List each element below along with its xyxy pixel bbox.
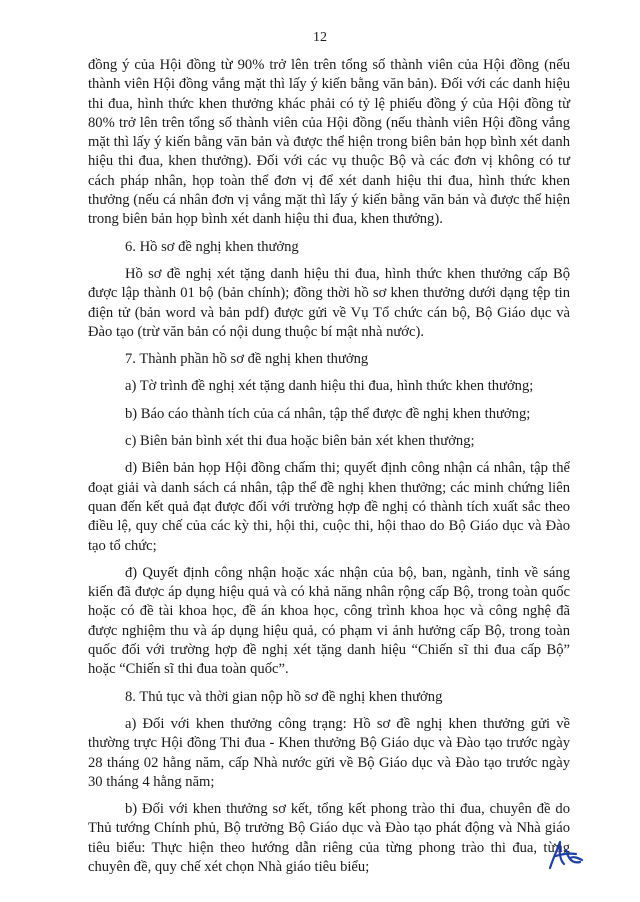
- paragraph-continuation: đồng ý của Hội đồng từ 90% trở lên trên tổng số thành viên của Hội đồng (nếu thành viên Hội đồng vắng mặt thì lấy ý kiến bằng văn bản). Đối với các danh hiệu thi đua, hình thức khen thưởng khác phải có tỷ lệ phiếu đồng ý của Hội đồng từ 80% trở lên trên tổng số thành viên của Hội đồng (nếu thành viên Hội đồng vắng mặt thì lấy ý kiến bằng văn bản và được thể hiện trong biên bản họp bình xét danh hiệu thi đua, khen thưởng). Đối với các vụ thuộc Bộ và các đơn vị không có tư cách pháp nhân, họp toàn thể đơn vị để xét danh hiệu thi đua, hình thức khen thưởng (nếu cá nhân đơn vị vắng mặt thì lấy ý kiến bằng văn bản và được thể hiện trong biên bản họp bình xét danh hiệu thi đua, khen thưởng).: [88, 57, 570, 228]
- list-item-8b: b) Đối với khen thưởng sơ kết, tổng kết phong trào thi đua, chuyên đề do Thủ tướng Chính phủ, Bộ trưởng Bộ Giáo dục và Đào tạo phát động và Nhà giáo tiêu biểu: Thực hiện theo hướng dẫn riêng của từng phong trào thi đua, từng chuyên đề, quy chế xét chọn Nhà giáo tiêu biểu;: [88, 801, 570, 875]
- body-text: [88, 56, 570, 885]
- list-item-7b: b) Báo cáo thành tích của cá nhân, tập thể được đề nghị khen thưởng;: [125, 405, 531, 422]
- heading-section-8: 8. Thủ tục và thời gian nộp hồ sơ đề nghị khen thưởng: [125, 688, 443, 705]
- page-number: 12: [313, 30, 327, 45]
- list-item-7a: a) Tờ trình đề nghị xét tặng danh hiệu thi đua, hình thức khen thưởng;: [125, 378, 534, 395]
- list-item-7dd: đ) Quyết định công nhận hoặc xác nhận của bộ, ban, ngành, tỉnh về sáng kiến đã được áp dụng hiệu quả và có khả năng nhân rộng cấp Bộ, trong toàn quốc hoặc có đề tài khoa học, đề án khoa học, công trình khoa học và công nghệ đã được nghiệm thu và áp dụng hiệu quả, có phạm vi ảnh hưởng cấp Bộ, trong toàn quốc đối với trường hợp đề nghị xét tặng danh hiệu “Chiến sĩ thi đua cấp Bộ” hoặc “Chiến sĩ thi đua toàn quốc”.: [88, 564, 570, 678]
- paragraph-section-6: Hồ sơ đề nghị xét tặng danh hiệu thi đua, hình thức khen thưởng cấp Bộ được lập thành 01 bộ (bản chính); đồng thời hồ sơ khen thưởng dưới dạng tệp tin điện tử (bản word và bản pdf) được gửi về Vụ Tổ chức cán bộ, Bộ Giáo dục và Đào tạo (trừ văn bản có nội dung thuộc bí mật nhà nước).: [88, 265, 570, 340]
- list-item-7c: c) Biên bản bình xét thi đua hoặc biên bản xét khen thưởng;: [125, 433, 475, 450]
- list-item-7d: d) Biên bản họp Hội đồng chấm thi; quyết định công nhận cá nhân, tập thể đoạt giải và danh sách cá nhân, tập thể đề nghị khen thưởng; các minh chứng liên quan đến kết quả đạt được đối với trường hợp đề nghị có thành tích xuất sắc theo điều lệ, quy chế của các kỳ thi, hội thi, cuộc thi, hội thao do Bộ Giáo dục và Đào tạo tổ chức;: [88, 460, 570, 554]
- heading-section-6: 6. Hồ sơ đề nghị khen thưởng: [125, 238, 299, 255]
- list-item-8a: a) Đối với khen thưởng công trạng: Hồ sơ đề nghị khen thưởng gửi về thường trực Hội đồng Thi đua - Khen thưởng Bộ Giáo dục và Đào tạo trước ngày 28 tháng 02 hằng năm, cấp Nhà nước gửi về Bộ Giáo dục và Đào tạo trước ngày 30 tháng 4 hằng năm;: [88, 715, 570, 790]
- handwritten-initials-icon: [546, 838, 586, 872]
- heading-section-7: 7. Thành phần hồ sơ đề nghị khen thưởng: [125, 351, 369, 368]
